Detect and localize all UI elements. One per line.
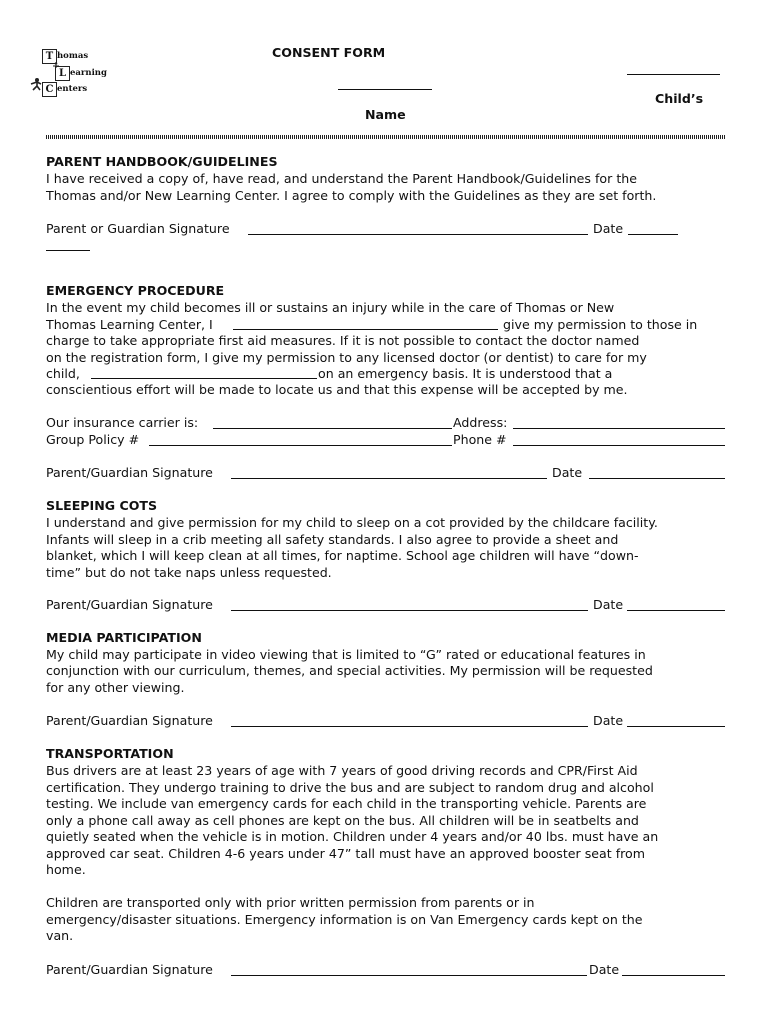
transport-text-3: testing. We include van emergency cards for each child in the transporting vehicle. Parents are xyxy=(46,796,647,811)
header-divider xyxy=(46,135,726,139)
emergency-text-2b: give my permission to those in xyxy=(503,317,698,332)
transport-text-9: emergency/disaster situations. Emergency information is on Van Emergency cards kept on the xyxy=(46,912,643,927)
transport-text-1: Bus drivers are at least 23 years of age with 7 years of good driving records and CPR/First Aid xyxy=(46,763,638,778)
cots-signature-label: Parent/Guardian Signature xyxy=(46,597,213,612)
logo-letter-t: T xyxy=(42,49,57,64)
cots-text-3: blanket, which I will keep clean at all times, for naptime. School age children will have “down- xyxy=(46,548,639,563)
group-policy-label: Group Policy # xyxy=(46,432,140,447)
emergency-text-5a: child, xyxy=(46,366,80,381)
phone-label: Phone # xyxy=(453,432,507,447)
emergency-text-2a: Thomas Learning Center, I xyxy=(46,317,213,332)
transport-text-7: home. xyxy=(46,862,86,877)
parent-name-line[interactable] xyxy=(233,329,498,330)
child-figure-small-icon xyxy=(53,62,59,68)
transport-text-2: certification. They undergo training to drive the bus and are subject to random drug and alcohol xyxy=(46,780,654,795)
handbook-text-1: I have received a copy of, have read, and understand the Parent Handbook/Guidelines for the xyxy=(46,171,637,186)
name-label: Name xyxy=(365,107,406,122)
media-date-line[interactable] xyxy=(627,726,725,727)
name-line[interactable] xyxy=(338,89,432,90)
media-date-label: Date xyxy=(593,713,624,728)
childs-label: Child’s xyxy=(655,91,704,106)
insurance-line[interactable] xyxy=(213,428,452,429)
handbook-signature-label: Parent or Guardian Signature xyxy=(46,221,230,236)
address-line[interactable] xyxy=(513,428,725,429)
handbook-text-2: Thomas and/or New Learning Center. I agree to comply with the Guidelines as they are set forth. xyxy=(46,188,657,203)
cots-text-1: I understand and give permission for my child to sleep on a cot provided by the childcare facility. xyxy=(46,515,658,530)
emergency-text-5b: on an emergency basis. It is understood that a xyxy=(318,366,613,381)
emergency-date-line[interactable] xyxy=(589,478,725,479)
media-signature-label: Parent/Guardian Signature xyxy=(46,713,213,728)
handbook-signature-line[interactable] xyxy=(248,234,588,235)
transport-text-6: approved car seat. Children 4-6 years under 47” tall must have an approved booster seat from xyxy=(46,846,646,861)
cots-heading: SLEEPING COTS xyxy=(46,498,158,513)
transport-text-5: quietly seated when the vehicle is in motion. Children under 4 years and/or 40 lbs. must have an xyxy=(46,829,659,844)
group-policy-line[interactable] xyxy=(149,445,452,446)
media-text-3: for any other viewing. xyxy=(46,680,185,695)
address-label: Address: xyxy=(453,415,508,430)
childs-name-line[interactable] xyxy=(627,74,720,75)
child-figure-icon xyxy=(30,77,42,91)
media-signature-line[interactable] xyxy=(231,726,588,727)
emergency-text-1: In the event my child becomes ill or sustains an injury while in the care of Thomas or New xyxy=(46,300,615,315)
center-logo xyxy=(30,47,110,99)
emergency-signature-line[interactable] xyxy=(231,478,547,479)
cots-signature-line[interactable] xyxy=(231,610,588,611)
handbook-date-label: Date xyxy=(593,221,624,236)
transport-signature-line[interactable] xyxy=(231,975,587,976)
logo-letter-c: C xyxy=(42,82,57,97)
form-title: CONSENT FORM xyxy=(272,45,386,60)
child-name-line[interactable] xyxy=(91,378,317,379)
insurance-label: Our insurance carrier is: xyxy=(46,415,199,430)
emergency-heading: EMERGENCY PROCEDURE xyxy=(46,283,225,298)
cots-text-4: time” but do not take naps unless requested. xyxy=(46,565,332,580)
transport-text-8: Children are transported only with prior written permission from parents or in xyxy=(46,895,535,910)
logo-letter-l: L xyxy=(55,66,70,81)
phone-line[interactable] xyxy=(513,445,725,446)
media-heading: MEDIA PARTICIPATION xyxy=(46,630,202,645)
transport-date-line[interactable] xyxy=(622,975,725,976)
logo-word-enters: enters xyxy=(57,84,88,94)
transport-heading: TRANSPORTATION xyxy=(46,746,174,761)
cots-date-line[interactable] xyxy=(627,610,725,611)
handbook-date-line-cont[interactable] xyxy=(46,250,90,251)
handbook-date-line[interactable] xyxy=(628,234,678,235)
emergency-text-3: charge to take appropriate first aid measures. If it is not possible to contact the doctor named xyxy=(46,333,640,348)
emergency-text-4: on the registration form, I give my permission to any licensed doctor (or dentist) to care for my xyxy=(46,350,647,365)
logo-word-homas: homas xyxy=(57,51,89,61)
cots-date-label: Date xyxy=(593,597,624,612)
emergency-text-6: conscientious effort will be made to locate us and that this expense will be accepted by me. xyxy=(46,382,628,397)
media-text-2: conjunction with our curriculum, themes, and special activities. My permission will be requested xyxy=(46,663,653,678)
logo-word-earning: earning xyxy=(70,68,107,78)
emergency-date-label: Date xyxy=(552,465,583,480)
transport-signature-label: Parent/Guardian Signature xyxy=(46,962,213,977)
transport-text-4: only a phone call away as cell phones are kept on the bus. All children will be in seatbelts and xyxy=(46,813,639,828)
transport-text-10: van. xyxy=(46,928,74,943)
emergency-signature-label: Parent/Guardian Signature xyxy=(46,465,213,480)
cots-text-2: Infants will sleep in a crib meeting all safety standards. I also agree to provide a sheet and xyxy=(46,532,619,547)
handbook-heading: PARENT HANDBOOK/GUIDELINES xyxy=(46,154,278,169)
media-text-1: My child may participate in video viewing that is limited to “G” rated or educational features in xyxy=(46,647,646,662)
transport-date-label: Date xyxy=(589,962,620,977)
